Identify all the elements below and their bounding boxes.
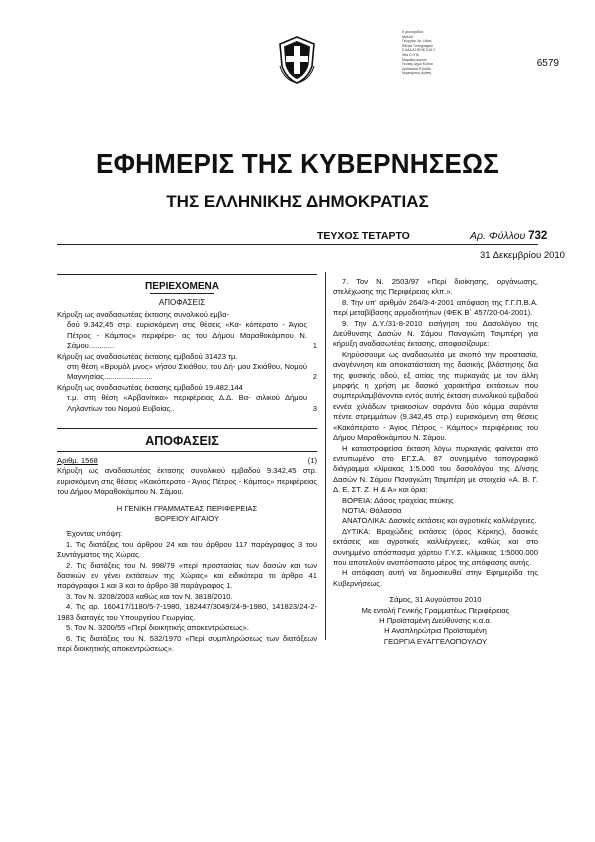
- border-label: ΒΟΡΕΙΑ: [342, 495, 371, 505]
- toc-entry-first: Κήρυξη ως αναδασωτέας έκτασης εμβαδού 19.482,144: [57, 382, 243, 392]
- border-label: ΝΟΤΙΑ: [342, 505, 366, 515]
- border-south: [333, 506, 538, 516]
- legal-basis-item: 2. Τις διατάξεις του Ν. 998/79 «περί προστασίας των δασών και των δασικών εν γένει εκτάσεων της Χώρας» και ειδικότερα το άρθρο 41 παράγραφοι 1 και 3 και το άρθρο 38 παράγραφος 1.: [57, 560, 317, 591]
- authority-line-1: Η ΓΕΝΙΚΗ ΓΡΑΜΜΑΤΕΑΣ ΠΕΡΙΦΕΡΕΙΑΣ: [116, 503, 258, 513]
- authority-line-2: ΒΟΡΕΙΟΥ ΑΙΓΑΙΟΥ: [154, 514, 220, 524]
- legal-basis-item: 7. Τον Ν. 2503/97 «Περί διοίκησης, οργάνωσης, στελέχωσης της Περιφέρειας κλπ.».: [333, 277, 538, 297]
- decisions-heading: ΑΠΟΦΑΣΕΙΣ: [145, 434, 219, 448]
- sheet-number-value: 732: [528, 230, 548, 242]
- toc-list: [57, 310, 317, 414]
- right-column-body: [333, 277, 538, 647]
- imprint-line: Ε ρευναράδας: [402, 30, 424, 34]
- signature-line: Η Αναπληρώτρια Προϊσταμένη: [384, 626, 487, 636]
- toc-entry-first: Κήρυξη ως αναδασωτέας έκτασης εμβαδού 31423 τμ.: [57, 351, 238, 361]
- signature-place-date: Σάμος, 31 Αυγούστου 2010: [389, 595, 482, 605]
- legal-basis-item: 6. Τις διατάξεις του Ν. 532/1970 «Περί συμπληρώσεως των διατάξεων περί διοικητικής αποκεντρώσεως».: [57, 633, 317, 653]
- toc-entry: [57, 352, 317, 383]
- decision-text: Κηρύσσουμε ως αναδασωτέα με σκοπό την προστασία, αναγέννηση και αποκατάσταση της δασικής βλάστησης δια της φυσικής οδού, εξ αιτίας της πυρκαγιάς με τον άλλη μορφής η χρήση με δασικό χαρακτήρα εκτάσεων που συμπεριλαμβάνονται εντός αυτής έκταση συνολικού εμβαδού εννέα χιλιάδων τριακοσίων σαράντα δύο κόμμα σαράντα πέντε στρεμμάτων (9.342,45 στρ.) ευρισκόμενη στη θέσεις «Κακόπερατο - Άγιος Πέτρος - Κάμπος» περιφέρειας του Δήμου Μαραθοκάμπου Ν. Σάμου.: [333, 349, 538, 443]
- toc-section: ΑΠΟΦΑΣΕΙΣ: [158, 298, 206, 307]
- imprint-line: Γενικής Δημο Κινάτα: [402, 62, 433, 67]
- left-column-body: [57, 456, 317, 654]
- sheet-prefix: Αρ. Φύλλου: [470, 230, 526, 242]
- decisions-rule-top: [57, 428, 317, 429]
- decision-number-line: [57, 456, 317, 466]
- imprint-line: Γεωργίου Χρ. Ηλίας: [402, 39, 432, 44]
- issue-label: ΤΕΥΧΟΣ ΤΕΤΑΡΤΟ: [317, 230, 410, 242]
- legal-basis-item: 3. Τον Ν. 3208/2003 καθώς και τον Ν. 3818/2010.: [66, 591, 233, 601]
- page-number: 6579: [536, 58, 559, 69]
- border-text: : Δάσος τραχείας πεύκης: [370, 495, 454, 505]
- border-label: ΑΝΑΤΟΛΙΚΑ: [342, 516, 385, 526]
- having-regard: Έχοντας υπόψη:: [66, 529, 123, 539]
- border-east: [333, 516, 538, 526]
- toc-entry-rest: δού 9.342,45 στρ. ευρισκόμενη στις θέσεις «Κα- κόπερατο - Άγιος Πέτρος - Κάμπος» περιφέρει- ας του Δήμου Μαραθοκάμπου Ν. Σάμου............: [67, 320, 307, 351]
- sheet-number: [470, 230, 547, 242]
- imprint-line: Θέα Ο ΗΤο: [402, 52, 419, 57]
- toc-entry-page: 1: [312, 341, 317, 351]
- imprint-block: [402, 30, 435, 76]
- legal-basis-item: 4. Τις αρ. 160417/1180/5-7-1980, 182447/3049/24-9-1980, 141823/24-2-1983 διαταγές του Υπουργείου Γεωργίας.: [57, 602, 317, 622]
- toc-rule-top: [57, 274, 317, 275]
- toc-entry: [57, 383, 317, 414]
- imprint-line: Μαραθώνιαςτοπ: [402, 57, 427, 62]
- toc-entry-rest: στη θέση «Βρυμόλ μνος» νήσου Σκιάθου, του Δή- μου Σκιάθου, Νομού Μαγνησίας.......................: [67, 362, 307, 382]
- header-rule: [57, 244, 538, 245]
- issue-date: 31 Δεκεμβρίου 2010: [480, 250, 565, 261]
- decision-index: (1): [307, 456, 317, 465]
- toc-entry-first: Κήρυξη ως αναδασωτέας έκτασης συνολικού εμβα-: [57, 310, 230, 319]
- decision-number: Αριθμ. 1568: [57, 456, 98, 465]
- column-divider: [325, 272, 326, 640]
- legal-basis-item: 1. Τις διατάξεις του άρθρου 24 και του άρθρου 117 παράγραφος 3 του Συντάγματος της Χώρας.: [57, 539, 317, 560]
- border-west: [333, 527, 538, 569]
- toc-entry-page: 2: [312, 372, 317, 382]
- imprint-line: Διαδικτύου Ελλάδα: [402, 66, 431, 71]
- imprint-line: Μαλλιά: [402, 34, 413, 39]
- border-label: ΔΥΤΙΚΑ: [342, 526, 369, 536]
- coat-of-arms-emblem: [278, 36, 316, 84]
- signature-line: Με εντολή Γενικής Γραμματέως Περιφέρειας: [361, 605, 510, 615]
- toc-entry-page: 3: [312, 403, 317, 413]
- decision-text: Η καταστραφείσα έκταση λόγω πυρκαγιάς φαίνεται στο εντυπωμένο στο ΕΓ.Σ.Α. 87 συνημμένο τοπογραφικό διάγραμμα κλίμακας 1:5.000 του δασολόγου της Δ/νσης Δασών Ν. Σάμου Παναγιώτη Τσιμπέρη με στοιχεία «Α. Β. Γ. Δ. Ε. ΣΤ. Ζ. Η & Α» και όρια:: [333, 443, 538, 495]
- imprint-line: Εθνικό Τυπογραφείο: [402, 43, 433, 48]
- imprint-line: Κ ΑΑΑ Α ΗΕΟΕ Χ1Α Ξ: [402, 48, 436, 53]
- legal-basis-item: 5. Τον Ν. 3200/55 «Περί διοικητικής αποκεντρώσεως».: [66, 623, 249, 633]
- decision-subject: Κήρυξη ως αναδασωτέας έκτασης συνολικού εμβαδού 9.342,45 στρ. ευρισκόμενη στις θέσεις «Κακόπερατο - Άγιος Πέτρος - Κάμπος» περιφέρειας του Δήμου Μαραθοκάμπου Ν. Σάμου.: [57, 466, 317, 497]
- publication-order: Η απόφαση αυτή να δημοσιευθεί στην Εφημερίδα της Κυβερνήσεως.: [333, 568, 538, 588]
- toc-title: ΠΕΡΙΕΧΟΜΕΝΑ: [145, 281, 219, 292]
- decisions-rule-bottom: [57, 451, 317, 452]
- border-north: [333, 496, 538, 506]
- border-text: : Δασικές εκτάσεις και αγροτικές καλλιέργειες.: [384, 516, 537, 526]
- gazette-subtitle: ΤΗΣ ΕΛΛΗΝΙΚΗΣ ΔΗΜΟΚΡΑΤΙΑΣ: [166, 192, 429, 211]
- border-text: : Θάλασσα: [365, 505, 402, 515]
- gazette-title: ΕΦΗΜΕΡΙΣ ΤΗΣ ΚΥΒΕΡΝΗΣΕΩΣ: [96, 148, 499, 179]
- toc-rule-under-title: [150, 293, 214, 294]
- toc-entry-rest: τ.μ. στη θέση «Αρβανίτικα» περιφέρειας Δ.Δ. Βα- σιλικού Δήμου Ληλαντίων του Νομού Ευβοίας..: [67, 393, 307, 413]
- legal-basis-item: 9. Την Δ.Υ./31-8-2010 εισήγηση του Δασολόγου της Διεύθυνσης Δασών Ν. Σάμου Παναγιώτη Τσιμπέρη για κήρυξη αναδασωτέας έκτασης, αποφασίζουμε:: [333, 318, 538, 349]
- border-text: : Βραχώδεις εκτάσεις (όρος Κέρκης), δασικές εκτάσεις και αγροτικές καλλιέργειες, καθώς και στο συνημμένο απόσπασμα χάρτου Γ.Υ.Σ. κλίμακας 1:5000.000 που αποτελούν αναπόσπαστο μέρος της απόφασης αυτής.: [333, 526, 538, 567]
- imprint-line: Νεμεσιμπου Αγάπη: [402, 71, 432, 76]
- toc-entry: [57, 310, 317, 352]
- signatory-name: ΓΕΩΡΓΙΑ ΕΥΑΓΓΕΛΟΠΟΥΛΟΥ: [383, 636, 488, 646]
- signature-line: Η Προϊσταμένη Διεύθυνσης κ.α.α.: [379, 616, 492, 625]
- legal-basis-item: 8. Την υπ' αριθμόν 264/3-4-2001 απόφαση της Γ.Γ.Π.Β.Α. περί μεταβίβασης αρμοδιοτήτων (ΦΕΚ Β΄ 457/20-04-2001).: [333, 297, 538, 318]
